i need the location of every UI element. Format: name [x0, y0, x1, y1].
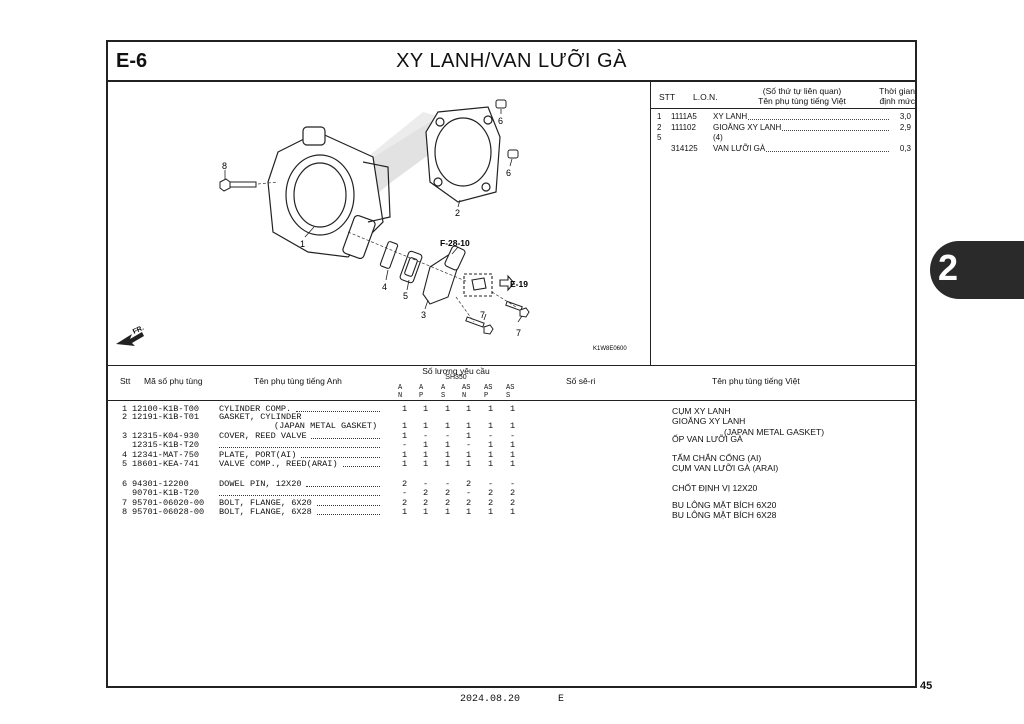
chapter-tab — [930, 241, 1024, 299]
row-qty: 1 — [423, 507, 429, 517]
row-part-number: 12341-MAT-750 — [132, 450, 200, 460]
callout-8: 8 — [222, 161, 228, 171]
row-qty: 2 — [466, 498, 472, 508]
labor-header-time-2: định mức — [879, 96, 915, 106]
row-name-vn: CỤM XY LANH — [672, 406, 731, 416]
row-stt: 6 — [122, 479, 128, 489]
parts-header-name-en: Tên phụ tùng tiếng Anh — [254, 376, 342, 386]
dot-leader — [343, 459, 380, 467]
dot-leader — [306, 479, 380, 487]
row-qty: 1 — [466, 459, 472, 469]
dot-leader — [317, 507, 380, 515]
labor-name: GIOĂNG XY LANH — [713, 123, 782, 132]
row-name-en: (JAPAN METAL GASKET) — [274, 421, 378, 431]
row-part-number: 18601-KEA-741 — [132, 459, 200, 469]
row-qty: 1 — [423, 404, 429, 414]
table-row — [108, 440, 915, 450]
labor-time: 0,3 — [899, 144, 911, 153]
row-qty: - — [402, 440, 408, 450]
row-name-en: CYLINDER COMP. — [219, 404, 292, 414]
parts-header-model: SH350 — [445, 374, 467, 381]
callout-3: 3 — [421, 310, 427, 320]
variant-header: S — [506, 392, 511, 400]
row-qty: 1 — [466, 404, 472, 414]
labor-row — [657, 112, 913, 122]
labor-lon: 314125 — [671, 144, 698, 153]
labor-name: VAN LƯỠI GÀ — [713, 144, 766, 153]
row-qty: 2 — [510, 498, 516, 508]
labor-lon: 111102 — [671, 123, 696, 132]
row-qty: - — [445, 431, 451, 441]
row-qty: 1 — [445, 459, 451, 469]
row-name-vn: CỤM VAN LƯỠI GÀ (ARAI) — [672, 463, 779, 473]
frame-ref-label: F-28-10 — [440, 238, 470, 248]
labor-stt: 5 — [657, 133, 662, 142]
row-part-number: 12315-K1B-T20 — [132, 440, 200, 450]
row-qty: 2 — [488, 488, 494, 498]
row-qty: 1 — [510, 404, 516, 414]
row-name-vn: BU LÔNG MẶT BÍCH 6X28 — [672, 510, 777, 520]
callout-2: 2 — [455, 208, 461, 218]
row-part-number: 95701-06028-00 — [132, 507, 205, 517]
row-name-en: BOLT, FLANGE, 6X20 — [219, 498, 312, 508]
row-stt: 5 — [122, 459, 128, 469]
table-row — [108, 488, 915, 498]
row-name-en: VALVE COMP., REED(ARAI) — [219, 459, 338, 469]
labor-header-name-1: (Số thứ tự liên quan) — [762, 86, 842, 96]
row-qty: - — [466, 488, 472, 498]
labor-row — [657, 144, 913, 154]
row-name-en: BOLT, FLANGE, 6X28 — [219, 507, 312, 517]
labor-row — [657, 123, 913, 133]
callout-7a: 7 — [480, 310, 486, 320]
row-qty: 1 — [402, 450, 408, 460]
dot-leader — [219, 488, 380, 496]
callout-1: 1 — [300, 239, 306, 249]
row-qty: 1 — [488, 459, 494, 469]
row-qty: 1 — [423, 421, 429, 431]
image-code: K1W8E0600 — [593, 346, 627, 352]
row-qty: 1 — [402, 404, 408, 414]
callout-6b: 6 — [506, 168, 512, 178]
row-qty: - — [488, 479, 494, 489]
table-row — [108, 507, 915, 517]
variant-header: P — [484, 392, 489, 400]
page-title: XY LANH/VAN LƯỠI GÀ — [396, 50, 627, 72]
labor-header-name-2: Tên phụ tùng tiếng Việt — [758, 96, 846, 106]
parts-header-qty: Số lượng yêu cầu — [422, 366, 490, 376]
row-stt: 7 — [122, 498, 128, 508]
row-qty: 1 — [510, 459, 516, 469]
row-qty: 1 — [423, 459, 429, 469]
variant-header: AS — [484, 384, 493, 392]
labor-lon: 1111A5 — [671, 112, 697, 121]
row-qty: 2 — [423, 498, 429, 508]
row-qty: 1 — [488, 404, 494, 414]
row-part-number: 90701-K1B-T20 — [132, 488, 200, 498]
row-qty: 1 — [466, 450, 472, 460]
callout-4: 4 — [382, 282, 388, 292]
callout-6a: 6 — [498, 116, 504, 126]
row-name-vn: (JAPAN METAL GASKET) — [724, 427, 825, 437]
row-qty: 2 — [402, 479, 408, 489]
variant-header: AS — [462, 384, 471, 392]
row-qty: 1 — [445, 507, 451, 517]
page-header — [108, 42, 915, 82]
row-qty: 1 — [488, 450, 494, 460]
labor-header-lon: L.O.N. — [693, 92, 718, 102]
table-row — [108, 459, 915, 469]
page-frame — [106, 40, 917, 688]
page-number: 45 — [920, 680, 933, 692]
row-qty: 1 — [510, 507, 516, 517]
variant-header: A — [441, 384, 446, 392]
parts-list-table — [108, 365, 915, 687]
row-name-vn: TẤM CHẮN CỔNG (AI) — [672, 453, 762, 463]
row-qty: - — [488, 431, 494, 441]
row-qty: 1 — [510, 440, 516, 450]
parts-header-stt: Stt — [120, 376, 131, 386]
row-part-number: 12315-K04-930 — [132, 431, 200, 441]
row-qty: - — [423, 431, 429, 441]
diagram-drawing — [108, 82, 649, 363]
dot-leader — [219, 440, 380, 448]
row-stt: 4 — [122, 450, 128, 460]
labor-time: 2,9 — [899, 123, 911, 132]
row-qty: 1 — [510, 450, 516, 460]
dot-leader — [301, 450, 380, 458]
dot-leader — [311, 431, 380, 439]
row-part-number: 95701-06020-00 — [132, 498, 205, 508]
dot-leader — [317, 498, 380, 506]
variant-header: A — [398, 384, 403, 392]
row-qty: 1 — [466, 421, 472, 431]
row-qty: 2 — [445, 488, 451, 498]
parts-header-serial: Số sê-ri — [566, 376, 596, 386]
row-qty: 1 — [445, 421, 451, 431]
row-part-number: 94301-12200 — [132, 479, 189, 489]
labor-name: (4) — [713, 133, 723, 142]
row-name-en: GASKET, CYLINDER — [219, 412, 302, 422]
row-qty: - — [510, 431, 516, 441]
variant-header: A — [419, 384, 424, 392]
row-name-en: DOWEL PIN, 12X20 — [219, 479, 302, 489]
labor-time-table — [651, 82, 917, 365]
row-qty: 1 — [488, 421, 494, 431]
row-qty: 2 — [445, 498, 451, 508]
row-qty: 1 — [402, 459, 408, 469]
row-stt: 1 — [122, 404, 128, 414]
callout-5: 5 — [403, 291, 409, 301]
row-name-vn: GIOĂNG XY LANH — [672, 416, 746, 426]
row-qty: 1 — [402, 421, 408, 431]
row-qty: 2 — [510, 488, 516, 498]
labor-header-time-1: Thời gian — [879, 86, 915, 96]
labor-time: 3,0 — [899, 112, 911, 121]
row-qty: - — [510, 479, 516, 489]
row-qty: 1 — [510, 421, 516, 431]
labor-name: XY LANH — [713, 112, 748, 121]
chapter-tab-label: 2 — [938, 247, 959, 288]
row-qty: 1 — [423, 450, 429, 460]
row-part-number: 12100-K1B-T00 — [132, 404, 200, 414]
section-code: E-6 — [116, 50, 148, 72]
row-stt: 2 — [122, 412, 128, 422]
row-qty: - — [445, 479, 451, 489]
row-name-en: COVER, REED VALVE — [219, 431, 307, 441]
row-stt: 8 — [122, 507, 128, 517]
row-qty: - — [466, 440, 472, 450]
labor-stt: 2 — [657, 123, 662, 132]
row-qty: 1 — [445, 450, 451, 460]
row-qty: 2 — [402, 498, 408, 508]
labor-stt: 1 — [657, 112, 662, 121]
row-qty: 2 — [466, 479, 472, 489]
parts-header-name-vn: Tên phụ tùng tiếng Việt — [712, 376, 800, 386]
footer-edition: E — [558, 694, 565, 705]
labor-row — [657, 133, 913, 143]
row-qty: 1 — [445, 404, 451, 414]
row-stt: 3 — [122, 431, 128, 441]
row-qty: - — [402, 488, 408, 498]
row-name-vn: ỐP VAN LƯỠI GÀ — [672, 434, 743, 444]
row-qty: 1 — [488, 507, 494, 517]
labor-header-stt: STT — [659, 92, 676, 102]
variant-header: S — [441, 392, 446, 400]
row-name-en: PLATE, PORT(AI) — [219, 450, 297, 460]
dot-leader — [296, 404, 380, 412]
variant-header: N — [398, 392, 403, 400]
row-qty: 2 — [423, 488, 429, 498]
row-qty: 1 — [466, 507, 472, 517]
variant-header: N — [462, 392, 467, 400]
callout-7b: 7 — [516, 328, 522, 338]
row-name-vn: BU LÔNG MẶT BÍCH 6X20 — [672, 500, 777, 510]
row-qty: 1 — [402, 431, 408, 441]
row-qty: 1 — [445, 440, 451, 450]
row-qty: 2 — [488, 498, 494, 508]
row-qty: - — [423, 479, 429, 489]
row-part-number: 12191-K1B-T01 — [132, 412, 200, 422]
row-name-vn: CHỐT ĐỊNH VỊ 12X20 — [672, 483, 758, 493]
row-qty: 1 — [466, 431, 472, 441]
variant-header: AS — [506, 384, 515, 392]
footer-date: 2024.08.20 — [460, 694, 521, 705]
row-qty: 1 — [423, 440, 429, 450]
engine-ref-label: E-19 — [510, 279, 528, 289]
row-qty: 1 — [488, 440, 494, 450]
exploded-diagram — [108, 82, 651, 365]
row-qty: 1 — [402, 507, 408, 517]
front-label: FR. — [131, 324, 146, 336]
variant-header: P — [419, 392, 424, 400]
parts-header-part-no: Mã số phụ tùng — [144, 376, 203, 386]
